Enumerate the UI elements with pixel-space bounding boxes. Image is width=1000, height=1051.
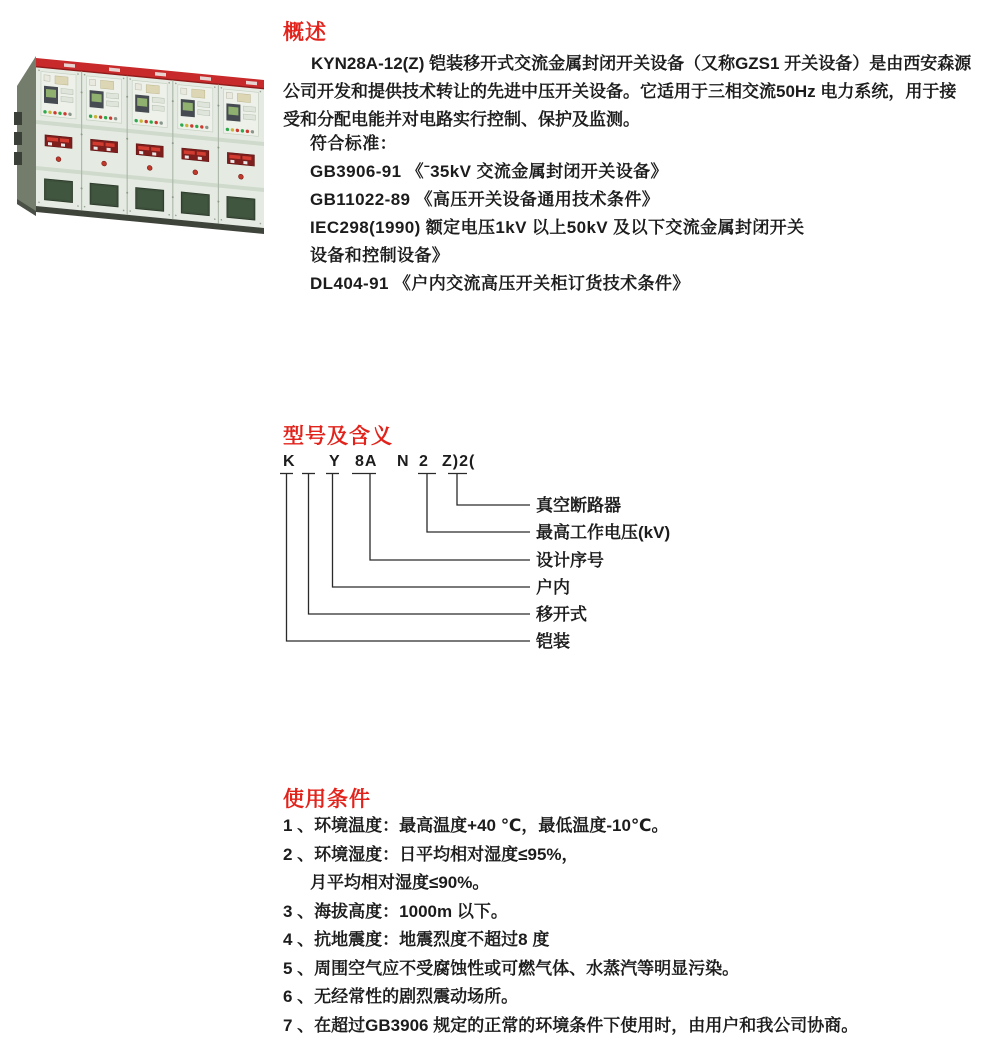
condition-item: 2 、环境湿度：日平均相对湿度≤95%， — [283, 844, 579, 864]
model-label-indoor: 户内 — [536, 578, 570, 597]
model-token: Y — [329, 453, 341, 470]
standard-item: DL404-91 《户内交流高压开关柜订货技术条件》 — [310, 274, 690, 293]
paragraph-line: KYN28A-12(Z) 铠装移开式交流金属封闭开关设备（又称GZS1 开关设备）是由西安森源 — [311, 54, 972, 73]
switchgear-cabinets-illustration — [14, 46, 268, 242]
standards-list — [310, 130, 990, 298]
condition-item: 6 、无经常性的剧烈震动场所。 — [283, 987, 519, 1006]
condition-item: 5 、周围空气应不受腐蚀性或可燃气体、水蒸汽等明显污染。 — [283, 958, 740, 978]
model-designation-diagram — [280, 448, 760, 660]
conditions-heading: 使用条件 — [283, 788, 371, 811]
condition-item-continuation: 月平均相对湿度≤90%。 — [310, 873, 490, 892]
product-photo — [14, 46, 268, 242]
standard-item-continuation: 设备和控制设备》 — [310, 246, 450, 265]
model-token: 8A — [355, 453, 378, 470]
standards-intro: 符合标准： — [310, 134, 397, 153]
condition-item: 4 、抗地震度：地震烈度不超过8 度 — [283, 930, 550, 949]
standard-item: GB3906-91 《ˉ35kV 交流金属封闭开关设备》 — [310, 162, 668, 181]
condition-item: 1 、环境温度：最高温度+40 ℃，最低温度-10℃。 — [283, 816, 669, 835]
standard-item: GB11022-89 《高压开关设备通用技术条件》 — [310, 190, 660, 209]
model-label-vacuum-breaker: 真空断路器 — [536, 496, 621, 515]
cabinet-front — [36, 58, 264, 234]
overview-heading: 概述 — [283, 21, 327, 44]
overview-paragraph — [283, 50, 989, 134]
paragraph-line: 公司开发和提供技术转让的先进中压开关设备。它适用于三相交流50Hz 电力系统，用于接 — [283, 82, 957, 101]
model-label-design-serial: 设计序号 — [536, 551, 604, 570]
model-label-max-voltage: 最高工作电压(kV) — [536, 523, 671, 542]
conditions-list — [283, 812, 989, 1040]
model-token: K — [283, 453, 296, 470]
paragraph-line: 受和分配电能并对电路实行控制、保护及监测。 — [283, 110, 640, 129]
model-label-armored: 铠装 — [536, 632, 570, 651]
standard-item: IEC298(1990) 额定电压1kV 以上50kV 及以下交流金属封闭开关 — [310, 218, 805, 237]
model-meaning-heading: 型号及含义 — [283, 425, 393, 448]
model-label-withdrawable: 移开式 — [536, 605, 587, 624]
model-token: Z)2( — [442, 453, 476, 470]
condition-item: 7 、在超过GB3906 规定的正常的环境条件下使用时，由用户和我公司协商。 — [283, 1015, 859, 1035]
model-token: 2 — [419, 453, 429, 470]
model-token: N — [397, 453, 410, 470]
condition-item: 3 、海拔高度：1000m 以下。 — [283, 901, 508, 921]
